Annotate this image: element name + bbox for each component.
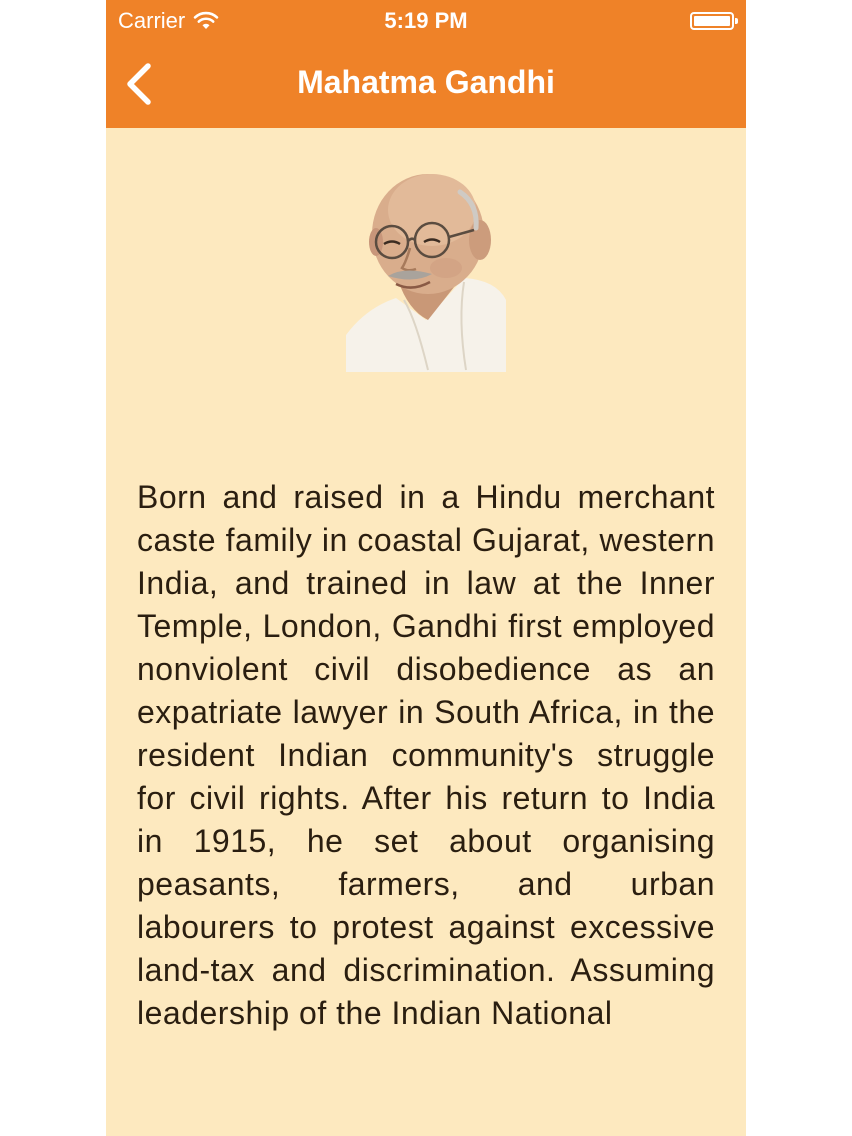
top-bar	[106, 0, 746, 128]
battery-icon	[690, 12, 734, 30]
battery-level	[694, 16, 730, 26]
status-bar	[106, 0, 746, 40]
page-title: Mahatma Gandhi	[297, 64, 555, 100]
navigation-bar	[106, 40, 746, 128]
status-time: 5:19 PM	[384, 8, 468, 33]
battery-tip	[735, 18, 738, 24]
bio-text: Born and raised in a Hindu merchant caste family in coastal Gujarat, western India, and trained in law at the Inner Temple, London, Gandhi first employed nonviolent civil disobedience as an expatriate lawyer in South Africa, in the resident Indian community's struggle for civil rights. After his return to India in 1915, he set about organising peasants, farmers, and urban labourers to protest against excessive land-tax and discrimination. Assuming leadership of the Indian National	[137, 479, 715, 1031]
app-screen	[106, 0, 746, 1136]
carrier-label: Carrier	[118, 8, 186, 33]
portrait-image	[346, 170, 506, 372]
